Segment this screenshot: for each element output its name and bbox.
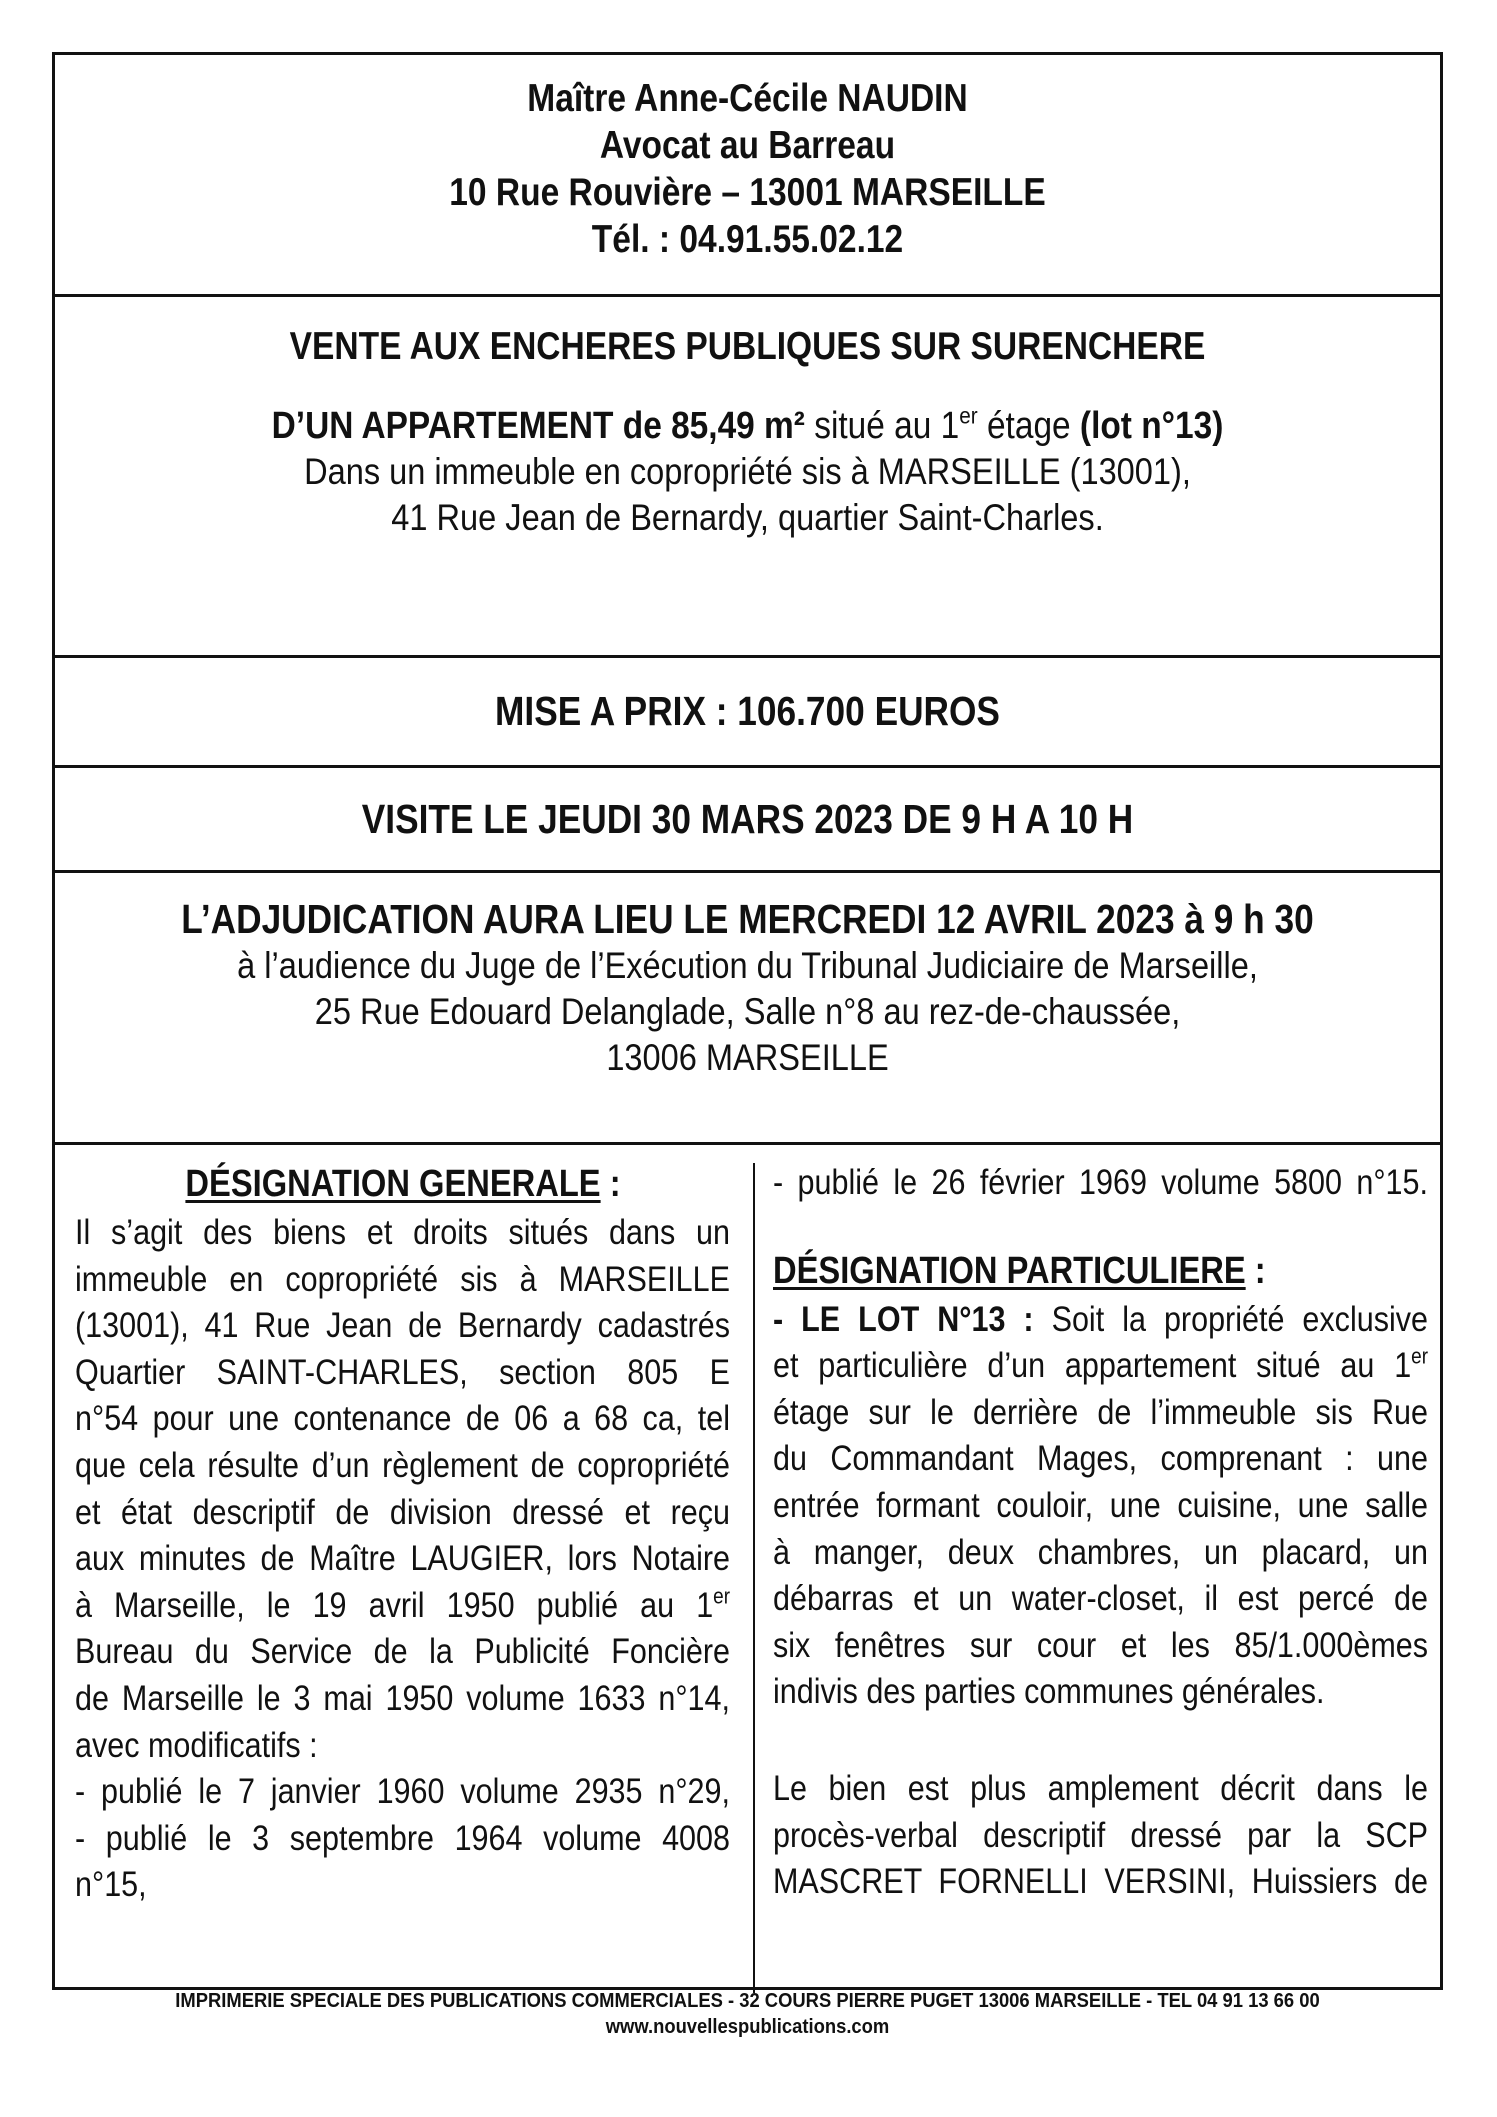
- general-designation-line: de Marseille le 3 mai 1950 volume 1633 n°14,: [75, 1677, 730, 1718]
- general-designation-text: [75, 1209, 730, 1908]
- general-designation-line: aux minutes de Maître LAUGIER, lors Notaire: [75, 1538, 730, 1579]
- general-designation-line: Quartier SAINT-CHARLES, section 805 E: [75, 1351, 730, 1392]
- lawyer-phone: Tél. : 04.91.55.02.12: [591, 218, 904, 261]
- visit-date: VISITE LE JEUDI 30 MARS 2023 DE 9 H A 10 H: [361, 796, 1134, 842]
- general-designation-line: - publié le 3 septembre 1964 volume 4008: [75, 1817, 730, 1858]
- particular-designation: - publié le 26 février 1969 volume 5800 n°15. DÉSIGNATION PARTICULIERE : - LE LOT N°13 : Soit la propriété exclusive et particulière d’un appartement situé au 1er étage sur le derrière de l’immeuble sis Rue du Commandant Mages, comprenant : une entrée formant couloir, une cuisine, une salle à manger, deux chambres, un placard, un débarras et un water-closet, il est percé de six fenêtres sur cour et les 85/1.000èmes indivis des parties communes générales. Le bien est plus amplement décrit dans le procès-verbal descriptif dressé par la SCP MASCRET FORNELLI VERSINI, Huissiers de: [773, 1159, 1428, 2004]
- property-location-2: 41 Rue Jean de Bernardy, quartier Saint-Charles.: [391, 497, 1104, 538]
- particular-designation-line: et particulière d’un appartement situé au 1er: [773, 1343, 1429, 1386]
- announcement-frame: [52, 52, 1443, 1990]
- adjudication-section: [55, 873, 1440, 1145]
- printer-address: IMPRIMERIE SPECIALE DES PUBLICATIONS COMMERCIALES - 32 COURS PIERRE PUGET 13006 MARSEILLE - TEL 04 91 13 66 00: [175, 1990, 1320, 2012]
- general-designation-line: avec modificatifs :: [75, 1724, 318, 1765]
- particular-designation-text: [773, 1296, 1428, 1715]
- particular-designation-line: six fenêtres sur cour et les 85/1.000èmes: [773, 1624, 1428, 1665]
- general-designation-line: Bureau du Service de la Publicité Foncière: [75, 1631, 730, 1672]
- general-designation-heading: DÉSIGNATION GENERALE: [184, 1163, 601, 1205]
- description-line: procès-verbal descriptif dressé par la SCP: [773, 1814, 1428, 1855]
- general-designation-line: n°15,: [75, 1864, 147, 1905]
- general-designation-line: et état descriptif de division dressé et reçu: [75, 1491, 730, 1532]
- general-designation-line: n°54 pour une contenance de 06 a 68 ca, tel: [75, 1398, 730, 1439]
- particular-designation-heading: DÉSIGNATION PARTICULIERE: [773, 1249, 1246, 1292]
- adjudication-line-3: 13006 MARSEILLE: [606, 1037, 889, 1078]
- general-designation-line: (13001), 41 Rue Jean de Bernardy cadastrés: [75, 1305, 730, 1346]
- general-designation-line: à Marseille, le 19 avril 1950 publié au 1er: [75, 1583, 731, 1625]
- description-line: Le bien est plus amplement décrit dans le: [773, 1767, 1429, 1808]
- particular-designation-line: du Commandant Mages, comprenant : une: [773, 1438, 1428, 1479]
- column-divider: [753, 1163, 755, 1993]
- printer-website: www.nouvellespublications.com: [605, 2016, 890, 2038]
- designation-columns: [55, 1145, 1440, 1990]
- particular-designation-line: - LE LOT N°13 : Soit la propriété exclusive: [773, 1298, 1429, 1339]
- printer-footer: [52, 1988, 1443, 2048]
- lawyer-name: Maître Anne-Cécile NAUDIN: [527, 77, 968, 120]
- particular-designation-line: entrée formant couloir, une cuisine, une salle: [773, 1484, 1428, 1525]
- general-designation: DÉSIGNATION GENERALE : Il s’agit des biens et droits situés dans un immeuble en copropriété sis à MARSEILLE (13001), 41 Rue Jean de Bernardy cadastrés Quartier SAINT-CHARLES, section 805 E n°54 pour une contenance de 06 a 68 ca, tel que cela résulte d’un règlement de copropriété et état descriptif de division dressé et reçu aux minutes de Maître LAUGIER, lors Notaire à Marseille, le 19 avril 1950 publié au 1er Bureau du Service de la Publicité Foncière de Marseille le 3 mai 1950 volume 1633 n°14, avec modificatifs : - publié le 7 janvier 1960 volume 2935 n°29, - publié le 3 septembre 1964 volume 4008 n°15,: [75, 1159, 730, 2004]
- lawyer-title: Avocat au Barreau: [599, 124, 896, 167]
- adjudication-line-1: à l’audience du Juge de l’Exécution du Tribunal Judiciaire de Marseille,: [237, 945, 1258, 986]
- general-designation-line: Il s’agit des biens et droits situés dans un: [75, 1212, 730, 1252]
- adjudication-line-2: 25 Rue Edouard Delanglade, Salle n°8 au rez-de-chaussée,: [314, 991, 1181, 1032]
- general-designation-line: - publié le 7 janvier 1960 volume 2935 n°29,: [75, 1771, 730, 1812]
- particular-designation-line: à manger, deux chambres, un placard, un: [773, 1531, 1428, 1572]
- sale-section: [55, 297, 1440, 658]
- general-designation-line: immeuble en copropriété sis à MARSEILLE: [75, 1258, 730, 1299]
- sale-title: VENTE AUX ENCHERES PUBLIQUES SUR SURENCHERE: [289, 325, 1206, 368]
- property-location-1: Dans un immeuble en copropriété sis à MARSEILLE (13001),: [304, 451, 1191, 492]
- particular-designation-line: indivis des parties communes générales.: [773, 1671, 1325, 1712]
- publication-line: [773, 1159, 1428, 1206]
- starting-price: MISE A PRIX : 106.700 EUROS: [495, 688, 1000, 734]
- adjudication-title: L’ADJUDICATION AURA LIEU LE MERCREDI 12 AVRIL 2023 à 9 h 30: [181, 896, 1314, 942]
- price-section: [55, 658, 1440, 768]
- general-designation-line: que cela résulte d’un règlement de copropriété: [75, 1444, 730, 1485]
- lawyer-header: [55, 55, 1440, 297]
- publication-line-text: - publié le 26 février 1969 volume 5800 n°15.: [773, 1162, 1428, 1202]
- description-paragraph: [773, 1765, 1428, 1905]
- particular-designation-line: étage sur le derrière de l’immeuble sis Rue: [773, 1391, 1429, 1432]
- visit-section: [55, 768, 1440, 873]
- description-line: MASCRET FORNELLI VERSINI, Huissiers de: [773, 1861, 1428, 1902]
- lawyer-address: 10 Rue Rouvière – 13001 MARSEILLE: [449, 171, 1046, 214]
- particular-designation-line: débarras et un water-closet, il est percé de: [773, 1578, 1428, 1619]
- property-description: D’UN APPARTEMENT de 85,49 m² situé au 1er étage (lot n°13): [271, 402, 1224, 447]
